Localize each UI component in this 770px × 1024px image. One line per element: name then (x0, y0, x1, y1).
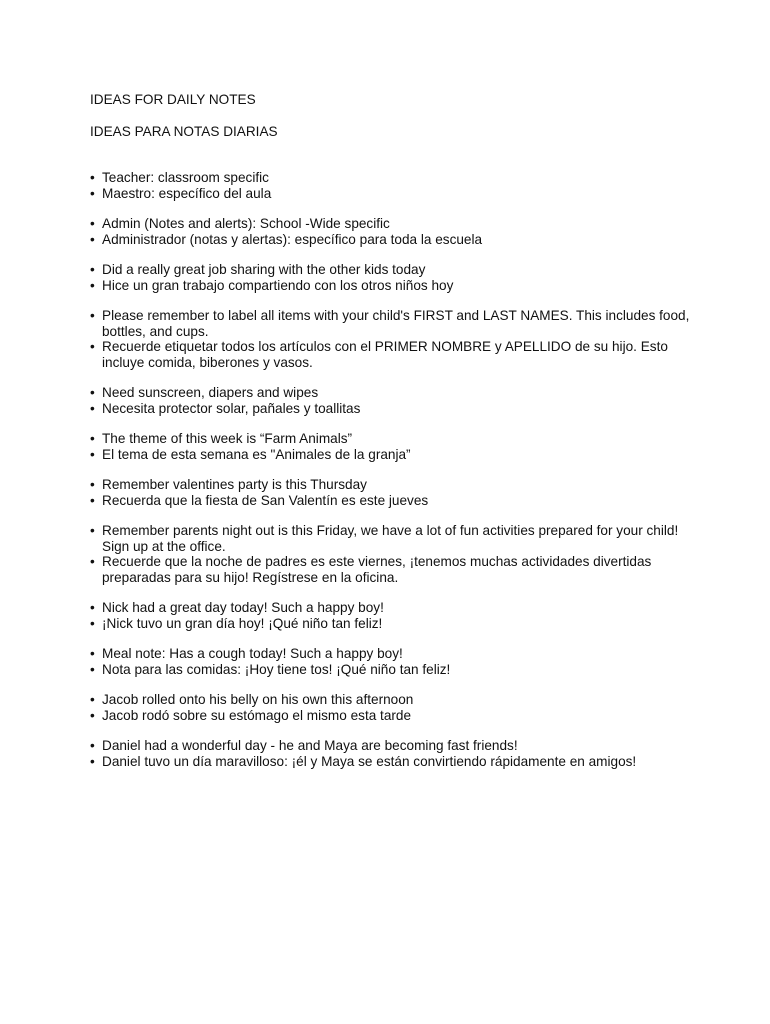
note-spanish (90, 708, 690, 724)
note-spanish (90, 554, 690, 585)
note-spanish (90, 447, 690, 463)
note-group-8 (90, 523, 690, 585)
bullet-icon: • (90, 646, 95, 661)
note-text: Necesita protector solar, pañales y toallitas (102, 400, 361, 416)
bullet-icon: • (90, 385, 95, 400)
note-text: ¡Nick tuvo un gran día hoy! ¡Qué niño tan feliz! (102, 615, 383, 631)
note-spanish (90, 493, 690, 509)
note-text: Recuerde etiquetar todos los artículos con el PRIMER NOMBRE y APELLIDO de su hijo. Esto incluye comida, biberones y vasos. (102, 339, 668, 370)
bullet-icon: • (90, 400, 95, 416)
note-spanish (90, 232, 690, 248)
bullet-icon: • (90, 185, 95, 201)
bullet-icon: • (90, 661, 95, 677)
note-text: Remember valentines party is this Thursday (102, 477, 367, 492)
bullet-icon: • (90, 231, 95, 247)
note-text: Meal note: Has a cough today! Such a happy boy! (102, 646, 403, 661)
note-text: Daniel tuvo un día maravilloso: ¡él y Maya se están convirtiendo rápidamente en amigos! (102, 753, 637, 769)
note-english (90, 385, 690, 401)
bullet-icon: • (90, 615, 95, 631)
note-text: El tema de esta semana es "Animales de la granja” (102, 446, 411, 462)
title-spanish: IDEAS PARA NOTAS DIARIAS (90, 123, 278, 139)
notes-list (90, 170, 690, 769)
note-english (90, 738, 690, 754)
bullet-icon: • (90, 277, 95, 293)
note-text: Administrador (notas y alertas): específico para toda la escuela (102, 231, 483, 247)
note-group-2 (90, 216, 690, 247)
note-english (90, 262, 690, 278)
note-english (90, 170, 690, 186)
bullet-icon: • (90, 692, 95, 707)
note-spanish (90, 662, 690, 678)
bullet-icon: • (90, 523, 95, 538)
note-group-4 (90, 308, 690, 370)
note-text: Admin (Notes and alerts): School -Wide specific (102, 216, 390, 231)
bullet-icon: • (90, 446, 95, 462)
note-text: Nick had a great day today! Such a happy boy! (102, 600, 384, 615)
note-text: Please remember to label all items with your child's FIRST and LAST NAMES. This includes food, bottles, and cups. (102, 308, 690, 339)
title-english: IDEAS FOR DAILY NOTES (90, 92, 256, 107)
note-english (90, 216, 690, 232)
note-text: Did a really great job sharing with the other kids today (102, 262, 426, 277)
note-text: Remember parents night out is this Friday, we have a lot of fun activities prepared for your child! Sign up at the office. (102, 523, 679, 554)
bullet-icon: • (90, 170, 95, 185)
note-group-5 (90, 385, 690, 416)
note-text: Recuerda que la fiesta de San Valentín es este jueves (102, 492, 429, 508)
note-text: Need sunscreen, diapers and wipes (102, 385, 319, 400)
note-text: Teacher: classroom specific (102, 170, 269, 185)
bullet-icon: • (90, 339, 95, 354)
note-text: The theme of this week is “Farm Animals” (102, 431, 353, 446)
note-group-7 (90, 477, 690, 508)
note-spanish (90, 339, 690, 370)
note-group-11 (90, 692, 690, 723)
bullet-icon: • (90, 431, 95, 446)
bullet-icon: • (90, 600, 95, 615)
note-spanish (90, 186, 690, 202)
bullet-icon: • (90, 477, 95, 492)
document-page (90, 92, 690, 784)
bullet-icon: • (90, 738, 95, 753)
note-english (90, 308, 690, 339)
bullet-icon: • (90, 308, 95, 323)
note-english (90, 600, 690, 616)
note-english (90, 646, 690, 662)
note-text: Jacob rolled onto his belly on his own this afternoon (102, 692, 414, 707)
note-spanish (90, 401, 690, 417)
note-text: Daniel had a wonderful day - he and Maya are becoming fast friends! (102, 738, 518, 753)
note-group-9 (90, 600, 690, 631)
bullet-icon: • (90, 753, 95, 769)
bullet-icon: • (90, 492, 95, 508)
note-spanish (90, 278, 690, 294)
note-english (90, 692, 690, 708)
note-group-12 (90, 738, 690, 769)
bullet-icon: • (90, 262, 95, 277)
bullet-icon: • (90, 554, 95, 569)
note-spanish (90, 754, 690, 770)
note-group-10 (90, 646, 690, 677)
note-english (90, 477, 690, 493)
note-text: Recuerde que la noche de padres es este viernes, ¡tenemos muchas actividades divertidas preparadas para su hijo! Regístrese en la oficina. (102, 554, 652, 585)
note-text: Nota para las comidas: ¡Hoy tiene tos! ¡Qué niño tan feliz! (102, 661, 451, 677)
note-spanish (90, 616, 690, 632)
note-group-6 (90, 431, 690, 462)
bullet-icon: • (90, 707, 95, 723)
note-group-3 (90, 262, 690, 293)
note-english (90, 523, 690, 554)
note-text: Maestro: específico del aula (102, 185, 272, 201)
note-group-1 (90, 170, 690, 201)
bullet-icon: • (90, 216, 95, 231)
note-text: Hice un gran trabajo compartiendo con los otros niños hoy (102, 277, 454, 293)
note-text: Jacob rodó sobre su estómago el mismo esta tarde (102, 707, 412, 723)
note-english (90, 431, 690, 447)
